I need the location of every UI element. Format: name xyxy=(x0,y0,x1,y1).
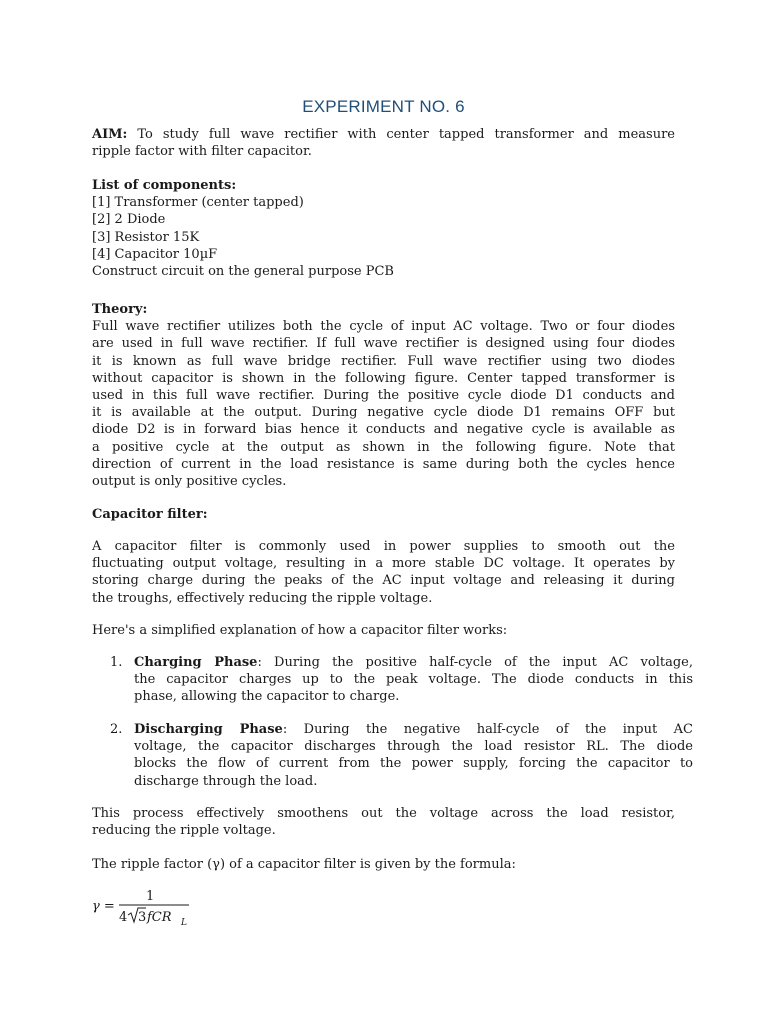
process-line: This process effectively smoothens out the voltage across the load resistor, xyxy=(92,806,675,821)
theory-heading: Theory: xyxy=(92,302,148,317)
step-number: 1. xyxy=(110,655,123,670)
theory-line: a positive cycle at the output as shown in the following figure. Note that xyxy=(92,439,675,455)
capacitor-filter-intro-block xyxy=(92,622,675,639)
page-title: EXPERIMENT NO. 6 xyxy=(302,97,465,116)
theory-section xyxy=(92,301,675,490)
component-item: Construct circuit on the general purpose PCB xyxy=(92,264,394,280)
step-line: voltage, the capacitor discharges through the load resistor RL. The diode xyxy=(134,739,693,755)
capacitor-filter-line: the troughs, effectively reducing the ripple voltage. xyxy=(92,590,433,606)
component-item: [3] Resistor 15K xyxy=(92,229,200,245)
step-line xyxy=(134,654,693,671)
formula-lhs: γ = xyxy=(92,899,115,914)
formula-denominator-rest: fCR xyxy=(147,910,172,925)
step-text xyxy=(134,721,693,790)
aim-line-1 xyxy=(92,126,675,143)
capacitor-filter-heading-block xyxy=(92,506,675,523)
ripple-factor-formula xyxy=(92,858,232,928)
aim-label: AIM: xyxy=(92,127,128,142)
step-number: 2. xyxy=(110,722,123,737)
step-line: the capacitor charges up to the peak voltage. The diode conducts in this xyxy=(134,672,693,688)
step-line xyxy=(134,721,693,738)
step-term: Discharging Phase xyxy=(134,722,283,737)
components-heading: List of components: xyxy=(92,178,237,193)
theory-line: direction of current in the load resistance is same during both the cycles hence xyxy=(92,456,675,472)
step-text xyxy=(134,654,693,706)
capacitor-filter-intro: Here's a simplified explanation of how a capacitor filter works: xyxy=(92,623,508,638)
theory-line: output is only positive cycles. xyxy=(92,474,287,490)
capacitor-filter-line: storing charge during the peaks of the AC input voltage and releasing it during xyxy=(92,573,675,589)
theory-line: diode D2 is in forward bias hence it conducts and negative cycle is available as xyxy=(92,422,675,438)
capacitor-filter-paragraph xyxy=(92,538,675,607)
formula-radicand: 3 xyxy=(138,910,147,925)
formula-subscript: L xyxy=(181,918,187,928)
theory-line: it is available at the output. During negative cycle diode D1 remains OFF but xyxy=(92,405,675,421)
aim-text: To study full wave rectifier with center tapped transformer and measure xyxy=(127,127,675,142)
process-paragraph xyxy=(92,805,675,839)
theory-line: used in this full wave rectifier. During the positive cycle diode D1 conducts and xyxy=(92,388,675,404)
theory-line: without capacitor is shown in the following figure. Center tapped transformer is xyxy=(92,370,675,386)
step-term: Charging Phase xyxy=(134,655,258,670)
step-line: blocks the flow of current from the power supply, forcing the capacitor to xyxy=(134,756,693,772)
theory-line: are used in full wave rectifier. If full wave rectifier is designed using four diodes xyxy=(92,336,675,352)
aim-line-2: ripple factor with filter capacitor. xyxy=(92,144,312,160)
components-section xyxy=(92,177,675,280)
theory-line: Full wave rectifier utilizes both the cycle of input AC voltage. Two or four diodes xyxy=(92,319,675,335)
capacitor-filter-line: A capacitor filter is commonly used in power supplies to smooth out the xyxy=(92,539,675,554)
component-item: [4] Capacitor 10µF xyxy=(92,246,218,262)
step-line: discharge through the load. xyxy=(134,773,318,789)
formula-coefficient: 4 xyxy=(119,910,128,925)
component-item: [2] 2 Diode xyxy=(92,212,166,228)
capacitor-filter-line: fluctuating output voltage, resulting in a more stable DC voltage. It operates by xyxy=(92,556,675,572)
aim-section xyxy=(92,126,675,160)
formula-numerator: 1 xyxy=(146,889,155,904)
step-line: phase, allowing the capacitor to charge. xyxy=(134,689,400,705)
capacitor-filter-heading: Capacitor filter: xyxy=(92,507,208,522)
ripple-intro: The ripple factor (γ) of a capacitor filter is given by the formula: xyxy=(92,857,516,872)
theory-line: it is known as full wave bridge rectifier. Full wave rectifier using two diodes xyxy=(92,353,675,369)
process-line: reducing the ripple voltage. xyxy=(92,823,276,839)
component-item: [1] Transformer (center tapped) xyxy=(92,195,304,211)
step-line-text: : During the positive half-cycle of the input AC voltage, xyxy=(257,655,693,670)
step-line-text: : During the negative half-cycle of the input AC xyxy=(282,722,693,737)
